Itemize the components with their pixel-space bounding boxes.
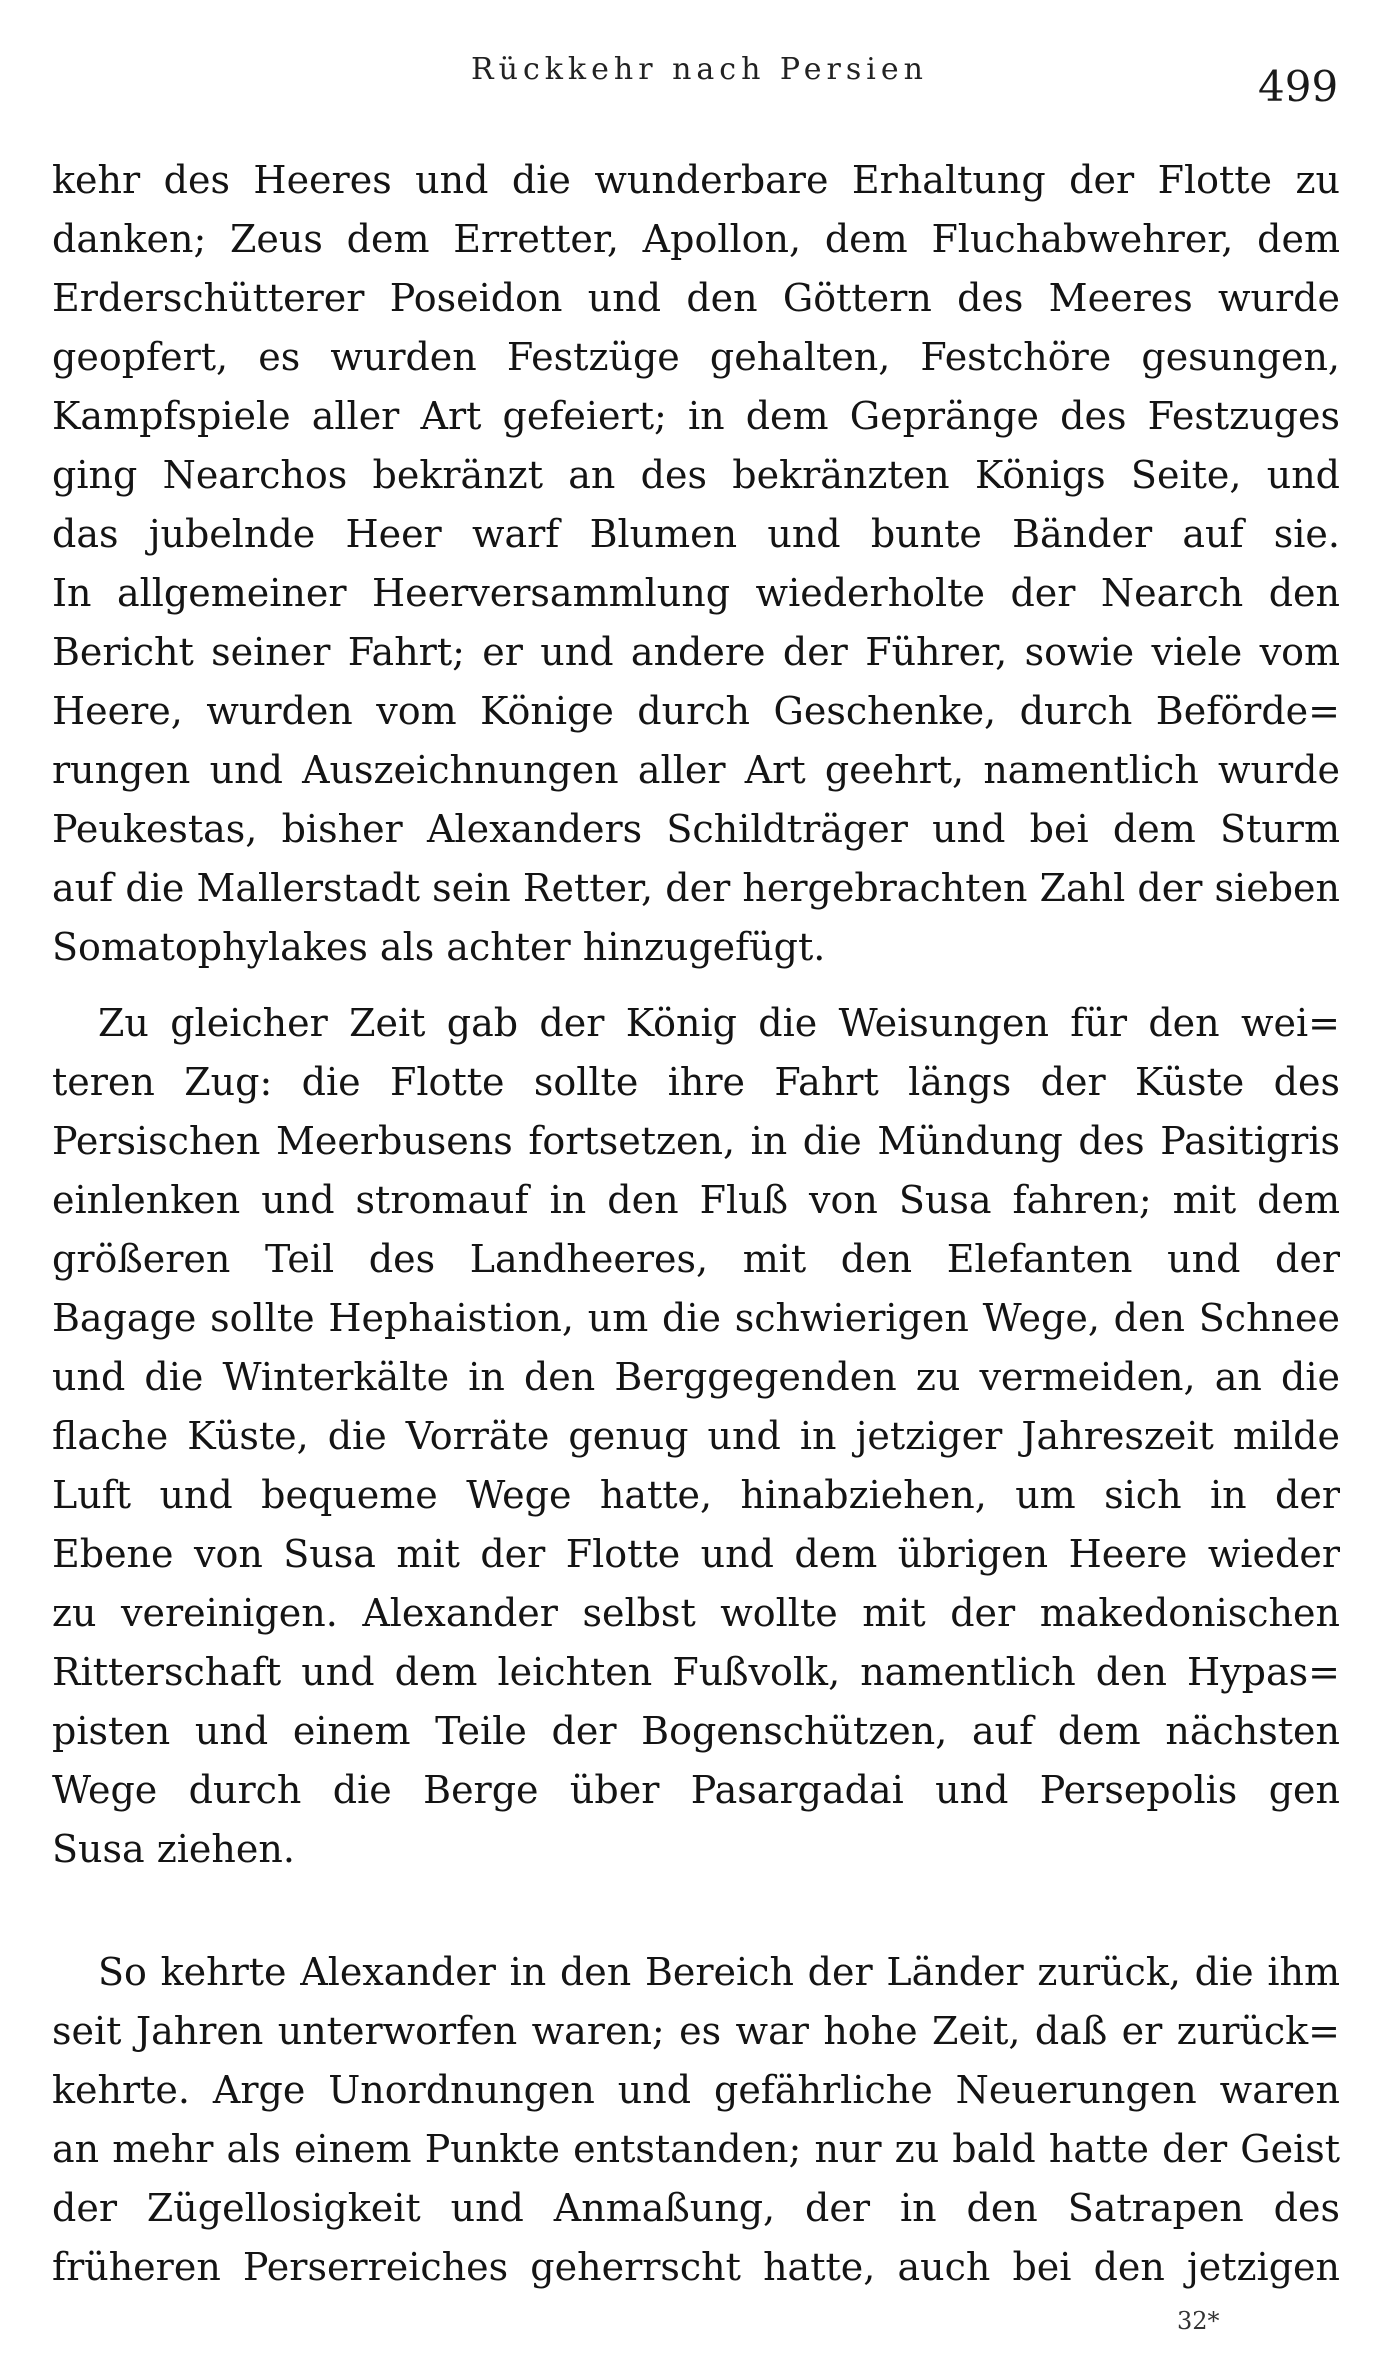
text-line: Wege durch die Berge über Pasargadai und Persepolis gen — [52, 1768, 1340, 1812]
body-text — [52, 151, 1340, 2297]
text-line: und die Winterkälte in den Berggegenden zu vermeiden, an die — [52, 1355, 1340, 1399]
text-line: Bericht seiner Fahrt; er und andere der Führer, sowie viele vom — [52, 630, 1340, 674]
section-break — [52, 1879, 1340, 1943]
text-line: größeren Teil des Landheeres, mit den Elefanten und der — [52, 1237, 1340, 1281]
text-line: zu vereinigen. Alexander selbst wollte mit der makedonischen — [52, 1591, 1340, 1635]
text-line: geopfert, es wurden Festzüge gehalten, Festchöre gesungen, — [52, 335, 1340, 379]
text-line: Susa ziehen. — [52, 1827, 295, 1871]
text-line: Peukestas, bisher Alexanders Schildträger und bei dem Sturm — [52, 807, 1340, 851]
text-line: So kehrte Alexander in den Bereich der Länder zurück, die ihm — [98, 1950, 1340, 1994]
text-line: das jubelnde Heer warf Blumen und bunte Bänder auf sie. — [52, 512, 1340, 556]
text-line: kehrte. Arge Unordnungen und gefährliche Neuerungen waren — [52, 2068, 1340, 2112]
text-line: rungen und Auszeichnungen aller Art geehrt, namentlich wurde — [52, 748, 1340, 792]
text-line: Bagage sollte Hephaistion, um die schwierigen Wege, den Schnee — [52, 1296, 1340, 1340]
text-line: auf die Mallerstadt sein Retter, der hergebrachten Zahl der sieben — [52, 866, 1340, 910]
text-line: teren Zug: die Flotte sollte ihre Fahrt längs der Küste des — [52, 1060, 1340, 1104]
text-line: Kampfspiele aller Art gefeiert; in dem Gepränge des Festzuges — [52, 394, 1340, 438]
text-line: Persischen Meerbusens fortsetzen, in die Mündung des Pasitigris — [52, 1119, 1340, 1163]
paragraph — [52, 994, 1340, 1879]
paragraph-spacing — [52, 977, 1340, 994]
text-line: Erderschütterer Poseidon und den Göttern des Meeres wurde — [52, 276, 1340, 320]
signature-mark: 32* — [1177, 2307, 1220, 2335]
text-line: Ebene von Susa mit der Flotte und dem übrigen Heere wieder — [52, 1532, 1340, 1576]
text-line: einlenken und stromauf in den Fluß von Susa fahren; mit dem — [52, 1178, 1340, 1222]
text-line: seit Jahren unterworfen waren; es war hohe Zeit, daß er zurück= — [52, 2009, 1340, 2053]
paragraph — [52, 151, 1340, 977]
text-line: flache Küste, die Vorräte genug und in jetziger Jahreszeit milde — [52, 1414, 1340, 1458]
text-line: danken; Zeus dem Erretter, Apollon, dem Fluchabwehrer, dem — [52, 217, 1340, 261]
text-line: früheren Perserreiches geherrscht hatte, auch bei den jetzigen — [52, 2245, 1340, 2289]
text-line: kehr des Heeres und die wunderbare Erhaltung der Flotte zu — [52, 158, 1340, 202]
text-line: Ritterschaft und dem leichten Fußvolk, namentlich den Hypas= — [52, 1650, 1340, 1694]
text-line: In allgemeiner Heerversammlung wiederholte der Nearch den — [52, 571, 1340, 615]
text-line: Somatophylakes als achter hinzugefügt. — [52, 925, 826, 969]
text-line: pisten und einem Teile der Bogenschützen, auf dem nächsten — [52, 1709, 1340, 1753]
text-line: der Zügellosigkeit und Anmaßung, der in den Satrapen des — [52, 2186, 1340, 2230]
text-line: Heere, wurden vom Könige durch Geschenke, durch Beförde= — [52, 689, 1340, 733]
paragraph — [52, 1943, 1340, 2297]
text-line: Zu gleicher Zeit gab der König die Weisungen für den wei= — [98, 1001, 1340, 1045]
text-line: an mehr als einem Punkte entstanden; nur zu bald hatte der Geist — [52, 2127, 1340, 2171]
text-line: ging Nearchos bekränzt an des bekränzten Königs Seite, und — [52, 453, 1340, 497]
page-number: 499 — [1258, 62, 1339, 111]
text-line: Luft und bequeme Wege hatte, hinabziehen, um sich in der — [52, 1473, 1340, 1517]
running-head: Rückkehr nach Persien — [471, 52, 928, 87]
